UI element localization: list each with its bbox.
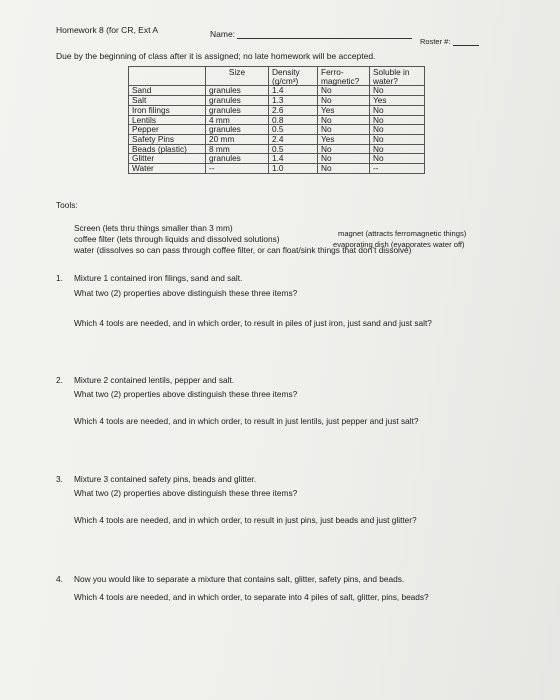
name-field [210, 29, 412, 39]
header-cell-ferromagnetic: Ferro-magnetic? [318, 67, 370, 86]
roster-field [420, 37, 479, 46]
cell-size: 8 mm [206, 144, 269, 154]
cell-soluble: No [370, 86, 425, 96]
table-row [129, 134, 425, 144]
tools-label: Tools: [56, 200, 78, 210]
table-header-row [129, 67, 425, 86]
properties-table [128, 66, 425, 174]
cell-density: 2.6 [269, 105, 318, 115]
cell-ferromagnetic: No [318, 164, 370, 174]
cell-ferromagnetic: No [318, 96, 370, 106]
cell-material: Sand [129, 86, 206, 96]
cell-density: 2.4 [269, 134, 318, 144]
question-4-mixture: Now you would like to separate a mixture that contains salt, glitter, safety pins, and beads. [74, 574, 405, 584]
cell-size: granules [206, 86, 269, 96]
cell-material: Beads (plastic) [129, 144, 206, 154]
roster-blank-line [453, 45, 479, 46]
tool-water: water (dissolves so can pass through coffee filter, or can float/sink things that don’t dissolve) [74, 245, 412, 255]
name-label: Name: [210, 29, 236, 39]
cell-soluble: No [370, 144, 425, 154]
cell-ferromagnetic: No [318, 144, 370, 154]
cell-material: Safety Pins [129, 134, 206, 144]
cell-density: 1.4 [269, 86, 318, 96]
cell-soluble: No [370, 154, 425, 164]
cell-density: 1.3 [269, 96, 318, 106]
due-note: Due by the beginning of class after it is assigned; no late homework will be accepted. [56, 51, 376, 61]
cell-size: granules [206, 105, 269, 115]
tool-evaporating-dish: evaporating dish (evaporates water off) [333, 240, 465, 249]
tool-magnet: magnet (attracts ferromagnetic things) [338, 229, 467, 238]
cell-density: 0.8 [269, 115, 318, 125]
cell-soluble: No [370, 115, 425, 125]
question-3-number: 3. [56, 474, 63, 484]
cell-material: Glitter [129, 154, 206, 164]
cell-ferromagnetic: No [318, 154, 370, 164]
cell-material: Salt [129, 96, 206, 106]
name-blank-line [237, 38, 412, 39]
question-2-mixture: Mixture 2 contained lentils, pepper and salt. [74, 375, 235, 385]
table-row [129, 96, 425, 106]
cell-size: 4 mm [206, 115, 269, 125]
header-cell-size: Size [206, 67, 269, 86]
tool-coffee-filter: coffee filter (lets through liquids and dissolved solutions) [74, 234, 280, 244]
question-2-number: 2. [56, 375, 63, 385]
header-cell-soluble: Soluble in water? [370, 67, 425, 86]
cell-density: 1.0 [269, 164, 318, 174]
cell-density: 0.5 [269, 125, 318, 135]
question-4-tools: Which 4 tools are needed, and in which order, to separate into 4 piles of salt, glitter, pins, beads? [74, 592, 429, 602]
tool-screen: Screen (lets thru things smaller than 3 mm) [74, 223, 233, 233]
cell-material: Pepper [129, 125, 206, 135]
question-2-properties: What two (2) properties above distinguish these three items? [74, 389, 298, 399]
table-body [129, 86, 425, 173]
cell-ferromagnetic: No [318, 115, 370, 125]
cell-soluble: No [370, 105, 425, 115]
question-3-properties: What two (2) properties above distinguish these three items? [74, 488, 298, 498]
cell-size: granules [206, 125, 269, 135]
cell-material: Lentils [129, 115, 206, 125]
cell-soluble: -- [370, 164, 425, 174]
question-1-number: 1. [56, 273, 63, 283]
question-4-number: 4. [56, 574, 63, 584]
question-3-mixture: Mixture 3 contained safety pins, beads and glitter. [74, 474, 257, 484]
homework-title: Homework 8 (for CR, Ext A [56, 25, 159, 35]
cell-ferromagnetic: Yes [318, 105, 370, 115]
table-row [129, 125, 425, 135]
cell-density: 0.5 [269, 144, 318, 154]
header-cell-material [129, 67, 206, 86]
cell-ferromagnetic: Yes [318, 134, 370, 144]
question-1-properties: What two (2) properties above distinguish these three items? [74, 288, 298, 298]
table-row [129, 164, 425, 174]
cell-size: -- [206, 164, 269, 174]
question-1-tools: Which 4 tools are needed, and in which order, to result in piles of just iron, just sand and just salt? [74, 318, 432, 328]
cell-ferromagnetic: No [318, 86, 370, 96]
question-2-tools: Which 4 tools are needed, and in which order, to result in just lentils, just pepper and just salt? [74, 416, 419, 426]
cell-density: 1.4 [269, 154, 318, 164]
header-cell-density: Density (g/cm³) [269, 67, 318, 86]
table-row [129, 105, 425, 115]
cell-soluble: No [370, 125, 425, 135]
cell-size: granules [206, 154, 269, 164]
cell-size: granules [206, 96, 269, 106]
roster-label: Roster #: [420, 37, 451, 46]
cell-soluble: No [370, 134, 425, 144]
cell-material: Iron filings [129, 105, 206, 115]
question-1-mixture: Mixture 1 contained iron filings, sand and salt. [74, 273, 243, 283]
question-3-tools: Which 4 tools are needed, and in which order, to result in just pins, just beads and just glitter? [74, 515, 417, 525]
cell-soluble: Yes [370, 96, 425, 106]
cell-ferromagnetic: No [318, 125, 370, 135]
cell-size: 20 mm [206, 134, 269, 144]
cell-material: Water [129, 164, 206, 174]
